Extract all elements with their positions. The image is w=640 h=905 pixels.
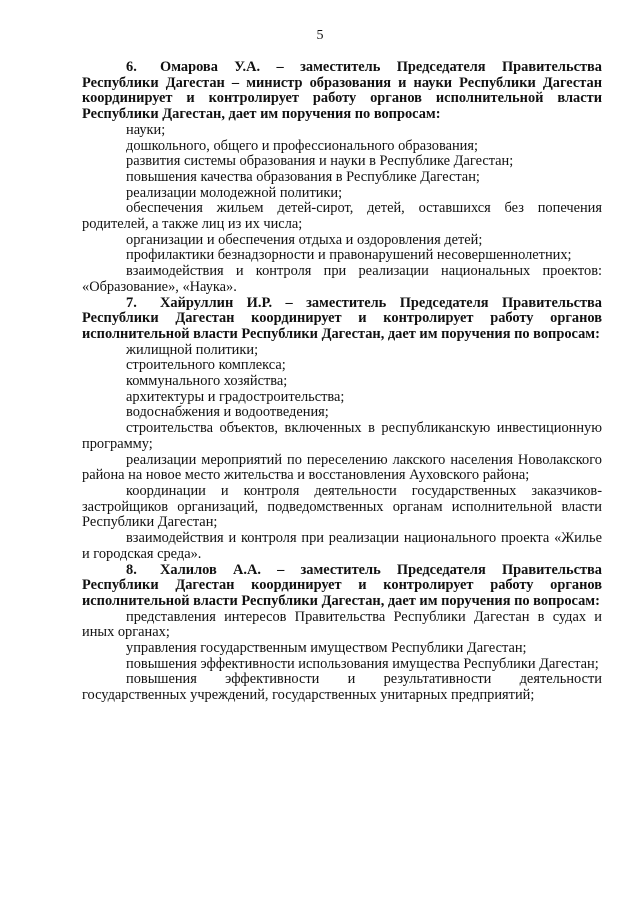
list-item: профилактики безнадзорности и правонарушений несовершеннолетних; — [126, 247, 572, 264]
list-item: строительства объектов, включенных в республиканскую инвестиционную программу; — [82, 420, 602, 452]
list-item: коммунального хозяйства; — [126, 373, 288, 390]
list-item: обеспечения жильем детей-сирот, детей, оставшихся без попечения родителей, а также лиц из их числа; — [82, 200, 602, 233]
section-number: 7. — [126, 294, 137, 311]
document-body — [82, 60, 602, 704]
section-heading-text: Хайруллин И.Р. – заместитель Председателя Правительства Республики Дагестан координирует и контролирует работу органов исполнительной власти Республики Дагестан, дает им поручения по вопросам: — [82, 294, 602, 342]
list-item: архитектуры и градостроительства; — [126, 388, 345, 405]
section-number: 8. — [126, 561, 137, 578]
list-item: представления интересов Правительства Республики Дагестан в судах и иных органах; — [82, 608, 602, 641]
list-item: взаимодействия и контроля при реализации национальных проектов: «Образование», «Наука». — [82, 263, 602, 295]
section-heading — [82, 60, 602, 123]
section-heading — [82, 563, 602, 610]
section-7 — [82, 296, 602, 563]
list-item: организации и обеспечения отдыха и оздоровления детей; — [126, 231, 483, 248]
page-number: 5 — [316, 28, 324, 43]
list-item: управления государственным имуществом Республики Дагестан; — [126, 640, 527, 657]
list-item: науки; — [126, 121, 166, 138]
section-number: 6. — [126, 59, 137, 75]
list-item: развития системы образования и науки в Республике Дагестан; — [126, 153, 514, 170]
list-item: координации и контроля деятельности государственных заказчиков-застройщиков организаций, подведомственных органам исполнительной власти Республики Дагестан; — [82, 482, 602, 531]
list-item: реализации мероприятий по переселению лакского населения Новолакского района на новое место жительства и восстановления Ауховского района; — [82, 451, 602, 484]
section-heading — [82, 296, 602, 343]
list-item: строительного комплекса; — [126, 357, 286, 374]
list-item: реализации молодежной политики; — [126, 184, 343, 201]
list-item: взаимодействия и контроля при реализации национального проекта «Жилье и городская среда». — [82, 530, 602, 562]
section-heading-text: Халилов А.А. – заместитель Председателя Правительства Республики Дагестан координирует и контролирует работу органов исполнительной власти Республики Дагестан, дает им поручения по вопросам: — [82, 561, 602, 609]
section-8 — [82, 563, 602, 704]
list-item: водоснабжения и водоотведения; — [126, 404, 329, 421]
list-item: повышения эффективности использования имущества Республики Дагестан; — [126, 655, 599, 672]
section-6 — [82, 60, 602, 296]
list-item: повышения качества образования в Республике Дагестан; — [126, 168, 480, 185]
list-item: дошкольного, общего и профессионального образования; — [126, 137, 478, 154]
list-item: повышения эффективности и результативности деятельности государственных учреждений, государственных унитарных предприятий; — [82, 671, 602, 704]
section-heading-text: Омарова У.А. – заместитель Председателя Правительства Республики Дагестан – министр образования и науки Республики Дагестан координирует и контролирует работу органов исполнительной власти Республики Дагестан, дает им поручения по вопросам: — [82, 59, 602, 123]
list-item: жилищной политики; — [126, 341, 259, 358]
